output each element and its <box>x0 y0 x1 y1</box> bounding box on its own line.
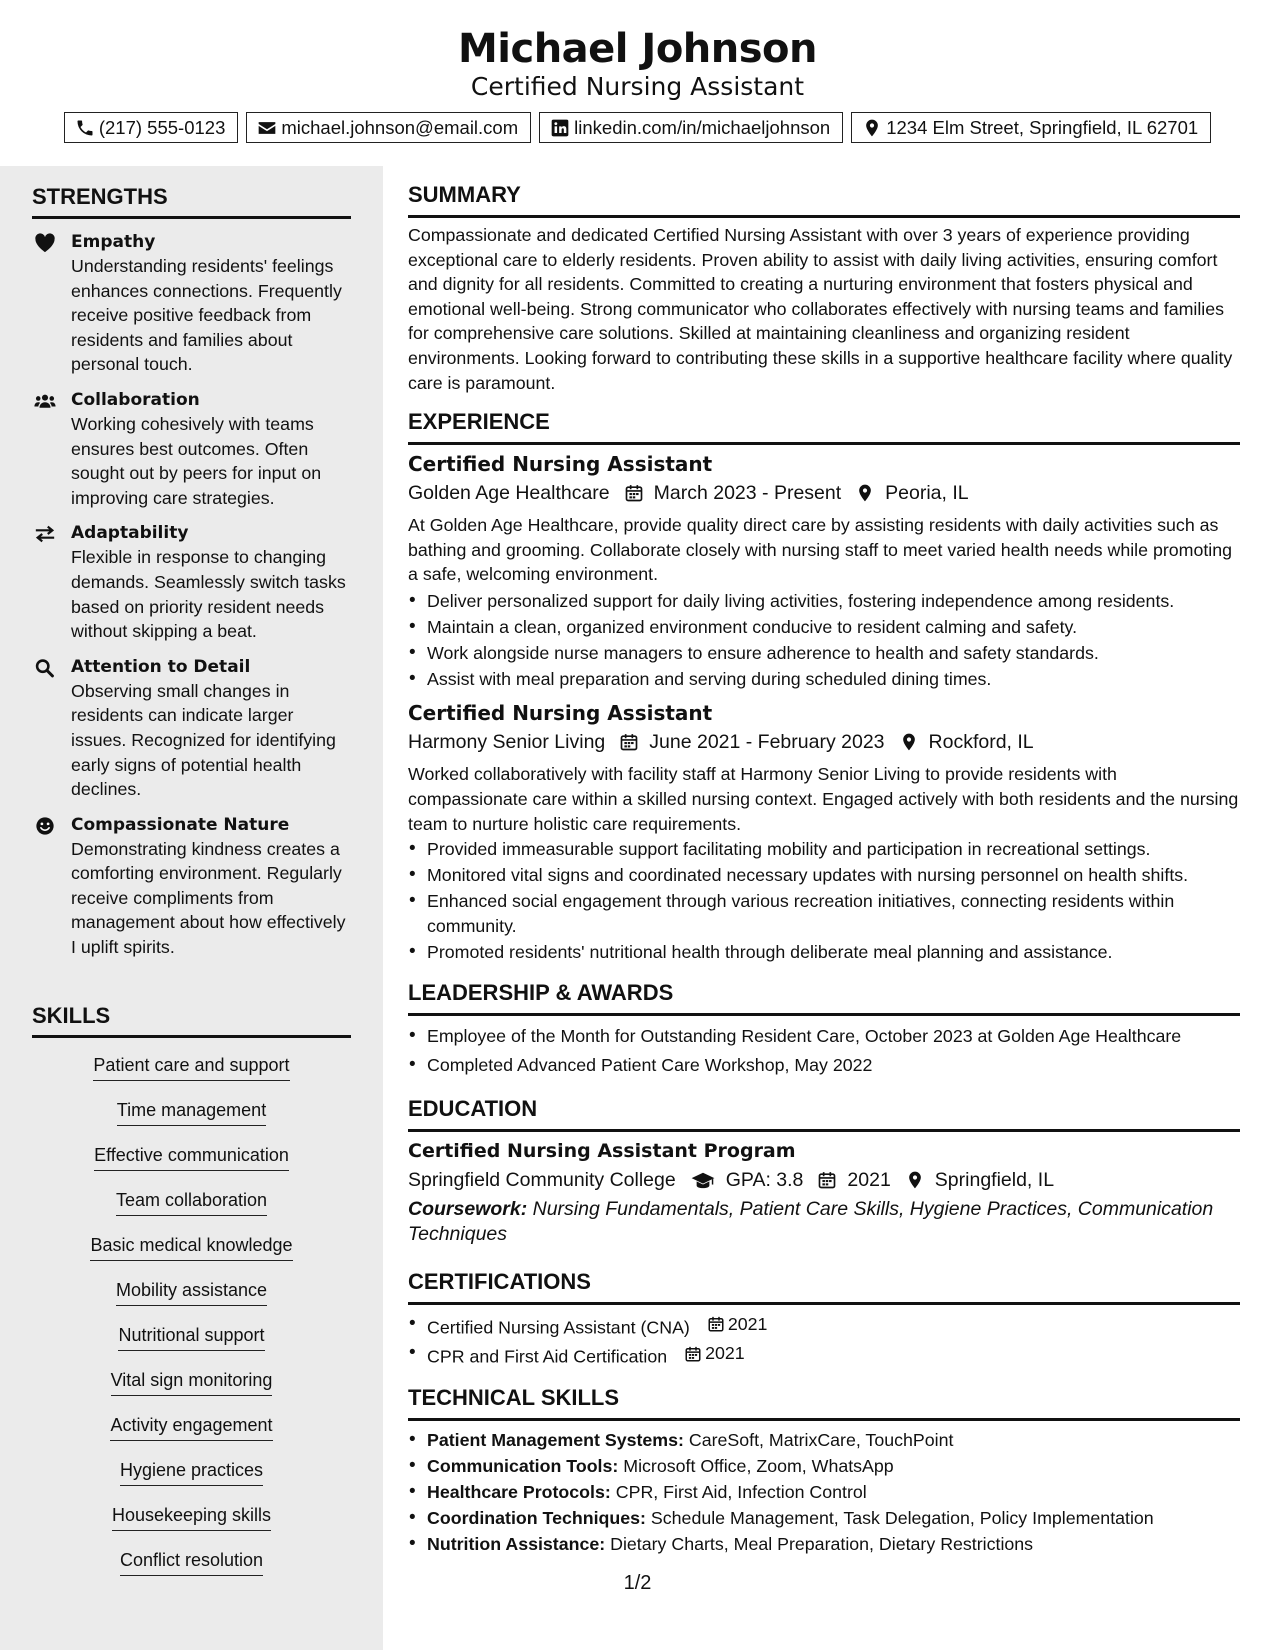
strength-desc: Demonstrating kindness creates a comforting environment. Regularly receive compliments from management about how effectively I uplift spirits. <box>71 838 346 958</box>
technical-skill-item <box>408 1506 1240 1531</box>
education-location: Springfield, IL <box>934 1168 1055 1191</box>
strength-desc: Working cohesively with teams ensures best outcomes. Often sought out by peers for input on improving care strategies. <box>71 413 322 508</box>
skill-item: Nutritional support <box>118 1323 264 1351</box>
main-column <box>408 180 1240 1557</box>
strength-item <box>32 388 351 510</box>
job-company: Harmony Senior Living <box>408 731 606 754</box>
technical-skill-item <box>408 1480 1240 1505</box>
skill-item: Basic medical knowledge <box>90 1233 292 1261</box>
contact-phone[interactable] <box>64 112 239 143</box>
phone-icon <box>75 118 95 138</box>
job-role: Certified Nursing Assistant <box>408 701 713 726</box>
map-pin-icon <box>899 732 919 752</box>
technical-skill-item <box>408 1532 1240 1557</box>
job-bullets <box>408 837 1240 964</box>
technical-skill-value: CPR, First Aid, Infection Control <box>615 1482 867 1503</box>
certifications-section <box>408 1267 1240 1370</box>
strength-desc: Flexible in response to changing demands. Seamlessly switch tasks based on priority resident needs without skipping a beat. <box>71 547 346 642</box>
certification-name: CPR and First Aid Certification <box>427 1346 668 1367</box>
job-bullet: • Work alongside nurse managers to ensure adherence to health and safety standards. <box>408 641 1240 666</box>
strength-title: Compassionate Nature <box>71 814 290 835</box>
education-heading: EDUCATION <box>408 1094 1240 1132</box>
skill-item: Housekeeping skills <box>112 1503 271 1531</box>
education-school: Springfield Community College <box>408 1168 676 1191</box>
technical-skill-item <box>408 1454 1240 1479</box>
strength-item <box>32 521 351 643</box>
experience-heading: EXPERIENCE <box>408 407 1240 445</box>
skill-item: Effective communication <box>94 1143 289 1171</box>
education-section <box>408 1094 1240 1247</box>
job-role: Certified Nursing Assistant <box>408 452 713 477</box>
job-meta <box>408 727 1240 757</box>
strength-title: Adaptability <box>71 523 189 544</box>
certification-year: 2021 <box>705 1343 745 1364</box>
leadership-list <box>408 1024 1240 1077</box>
skills-section <box>32 1001 351 1593</box>
job-bullet: • Deliver personalized support for daily living activities, fostering independence among residents. <box>408 589 1240 614</box>
job-dates: March 2023 - Present <box>653 482 842 505</box>
strengths-heading: STRENGTHS <box>32 182 351 219</box>
technical-skills-heading: TECHNICAL SKILLS <box>408 1383 1240 1421</box>
job-bullet: • Enhanced social engagement through various recreation initiatives, connecting residents within community. <box>408 889 1240 938</box>
leadership-item: • Employee of the Month for Outstanding Resident Care, October 2023 at Golden Age Healthcare <box>408 1024 1240 1049</box>
candidate-name: Michael Johnson <box>457 26 818 72</box>
email-text: michael.johnson@email.com <box>281 116 519 138</box>
job-location: Peoria, IL <box>885 482 969 505</box>
calendar-icon <box>707 1315 725 1333</box>
certifications-heading: CERTIFICATIONS <box>408 1267 1240 1305</box>
exchange-icon <box>34 524 56 544</box>
page-number: 1/2 <box>623 1572 652 1594</box>
contact-linkedin[interactable] <box>539 112 843 143</box>
technical-skills-section <box>408 1383 1240 1557</box>
coursework-label: Coursework: <box>408 1197 528 1220</box>
technical-skill-label: Coordination Techniques: <box>427 1508 646 1529</box>
technical-skill-item <box>408 1428 1240 1453</box>
skill-item: Patient care and support <box>93 1053 289 1081</box>
calendar-icon <box>817 1170 837 1190</box>
education-meta <box>408 1165 1240 1195</box>
strength-title: Collaboration <box>71 389 200 410</box>
candidate-title: Certified Nursing Assistant <box>470 72 805 101</box>
summary-text: Compassionate and dedicated Certified Nursing Assistant with over 3 years of experience providing exceptional care to elderly residents. Proven ability to assist with daily living activities, ensuring comfort and dignity for all residents. Committed to creating a nurturing environment that fosters physical and emotional well-being. Strong communicator who collaborates effectively with nursing teams and families for comprehensive care solutions. Skilled at maintaining cleanliness and organizing resident environments. Looking forward to contributing these skills in a supportive healthcare facility where quality care is paramount. <box>408 225 1233 393</box>
skill-item: Time management <box>117 1098 266 1126</box>
skill-item: Vital sign monitoring <box>111 1368 273 1396</box>
map-pin-icon <box>855 483 875 503</box>
education-gpa: GPA: 3.8 <box>725 1168 804 1191</box>
strength-desc: Understanding residents' feelings enhances connections. Frequently receive positive feedback from residents and families about personal touch. <box>71 256 342 375</box>
strength-title: Empathy <box>71 232 156 252</box>
strength-title: Attention to Detail <box>71 656 251 677</box>
job-company: Golden Age Healthcare <box>408 482 610 505</box>
calendar-icon <box>619 732 639 752</box>
strength-item <box>32 230 351 377</box>
skills-list <box>32 1053 351 1593</box>
technical-skill-label: Communication Tools: <box>427 1456 619 1477</box>
phone-text: (217) 555-0123 <box>98 116 226 138</box>
job-bullet: • Promoted residents' nutritional health through deliberate meal planning and assistance. <box>408 940 1240 965</box>
experience-section <box>408 407 1240 964</box>
leadership-section <box>408 978 1240 1077</box>
technical-skill-label: Nutrition Assistance: <box>427 1534 606 1555</box>
job-description: Worked collaboratively with facility staff at Harmony Senior Living to provide residents with compassionate care within a skilled nursing context. Engaged actively with both residents and the nursing team to nurture holistic care requirements. <box>408 764 1239 834</box>
technical-skill-label: Patient Management Systems: <box>427 1430 684 1451</box>
users-icon <box>34 391 56 411</box>
certifications-list <box>408 1312 1240 1370</box>
technical-skill-label: Healthcare Protocols: <box>427 1482 611 1503</box>
resume-header <box>0 0 1275 143</box>
certification-year-wrap <box>695 1312 768 1337</box>
strengths-section <box>32 182 351 960</box>
job-location: Rockford, IL <box>928 731 1034 754</box>
search-icon <box>34 658 56 678</box>
strength-item <box>32 813 351 960</box>
heart-icon <box>34 233 56 253</box>
skill-item: Team collaboration <box>116 1188 267 1216</box>
education-program: Certified Nursing Assistant Program <box>408 1139 796 1162</box>
skills-heading: SKILLS <box>32 1001 351 1038</box>
certification-year-wrap <box>672 1341 745 1366</box>
certification-item <box>408 1312 1240 1340</box>
contact-address[interactable] <box>851 112 1211 143</box>
summary-section <box>408 180 1240 395</box>
job-entry <box>408 450 1240 691</box>
map-pin-icon <box>862 118 882 138</box>
job-bullet: • Monitored vital signs and coordinated necessary updates with nursing personnel on health shifts. <box>408 863 1240 888</box>
graduation-cap-icon <box>690 1170 716 1190</box>
education-coursework <box>408 1197 1240 1247</box>
envelope-icon <box>257 118 277 138</box>
coursework-text: Nursing Fundamentals, Patient Care Skills, Hygiene Practices, Communication Techniques <box>408 1197 1214 1245</box>
job-bullet: • Provided immeasurable support facilitating mobility and participation in recreational settings. <box>408 837 1240 862</box>
smile-icon <box>34 816 56 836</box>
skill-item: Activity engagement <box>110 1413 272 1441</box>
strength-item <box>32 655 351 802</box>
job-bullet: • Assist with meal preparation and serving during scheduled dining times. <box>408 667 1240 692</box>
linkedin-icon <box>550 118 570 138</box>
education-year: 2021 <box>847 1168 891 1191</box>
job-bullet: • Maintain a clean, organized environment conducive to resident calming and safety. <box>408 615 1240 640</box>
linkedin-text: linkedin.com/in/michaeljohnson <box>574 116 831 138</box>
summary-heading: SUMMARY <box>408 180 1240 218</box>
strength-desc: Observing small changes in residents can indicate larger issues. Recognized for identifying early signs of potential health declines. <box>71 680 336 800</box>
leadership-heading: LEADERSHIP & AWARDS <box>408 978 1240 1016</box>
job-description: At Golden Age Healthcare, provide quality direct care by assisting residents with daily activities such as bathing and grooming. Collaborate closely with nursing staff to meet varied health needs while promoting a safe, welcoming environment. <box>408 515 1233 585</box>
job-dates: June 2021 - February 2023 <box>649 731 885 754</box>
calendar-icon <box>684 1345 702 1363</box>
certification-year: 2021 <box>727 1313 768 1334</box>
job-meta <box>408 478 1240 508</box>
contact-bar <box>0 112 1275 143</box>
certification-name: Certified Nursing Assistant (CNA) <box>427 1316 690 1337</box>
leadership-item: • Completed Advanced Patient Care Workshop, May 2022 <box>408 1053 1240 1078</box>
technical-skill-value: Microsoft Office, Zoom, WhatsApp <box>623 1456 894 1477</box>
address-text: 1234 Elm Street, Springfield, IL 62701 <box>886 116 1199 138</box>
technical-skill-value: Schedule Management, Task Delegation, Policy Implementation <box>650 1508 1154 1529</box>
contact-email[interactable] <box>246 112 531 143</box>
map-pin-icon <box>905 1170 925 1190</box>
sidebar <box>0 166 383 1650</box>
skill-item: Hygiene practices <box>120 1458 263 1486</box>
calendar-icon <box>624 483 644 503</box>
skill-item: Mobility assistance <box>116 1278 267 1306</box>
certification-item <box>408 1341 1240 1369</box>
technical-skill-value: CareSoft, MatrixCare, TouchPoint <box>688 1430 954 1451</box>
skill-item: Conflict resolution <box>120 1548 263 1576</box>
technical-skill-value: Dietary Charts, Meal Preparation, Dietary Restrictions <box>610 1534 1034 1555</box>
job-bullets <box>408 589 1240 692</box>
technical-skills-list <box>408 1428 1240 1557</box>
job-entry <box>408 699 1240 964</box>
